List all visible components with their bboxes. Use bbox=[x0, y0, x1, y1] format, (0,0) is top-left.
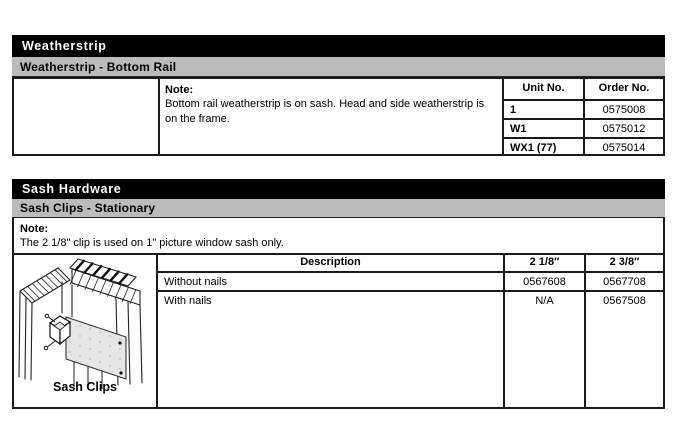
size-2-1-8-value: N/A bbox=[535, 295, 554, 307]
sash-clips-table bbox=[12, 253, 665, 409]
order-no-value: 0575008 bbox=[602, 104, 646, 116]
section-title: Sash Hardware bbox=[22, 182, 122, 196]
description-value: With nails bbox=[164, 295, 212, 307]
sash-hardware-note-block bbox=[12, 218, 665, 253]
illustration-caption: Sash Clips bbox=[53, 379, 117, 394]
description-header: Description bbox=[300, 256, 361, 269]
size-2-3-8-value: 0567708 bbox=[603, 276, 646, 288]
size-2-1-8-header: 2 1/8″ bbox=[529, 256, 560, 269]
unit-no-value: W1 bbox=[510, 123, 527, 135]
note-label: Note: bbox=[165, 84, 194, 96]
note-body: The 2 1/8" clip is used on 1" picture window sash only. bbox=[20, 237, 284, 250]
section-title: Weatherstrip bbox=[22, 39, 107, 53]
weatherstrip-table bbox=[12, 77, 665, 156]
size-2-3-8-value: 0567508 bbox=[603, 295, 646, 307]
weatherstrip-note-cell bbox=[165, 83, 495, 126]
unit-no-value: WX1 (77) bbox=[510, 142, 557, 154]
weatherstrip-image-cell bbox=[14, 79, 158, 154]
sash-clips-illustration-cell bbox=[14, 255, 156, 407]
note-body: Bottom rail weatherstrip is on sash. Head and side weatherstrip is on the frame. bbox=[165, 98, 485, 125]
subsection-header-sash-clips-stationary bbox=[12, 199, 665, 218]
subsection-title: Sash Clips - Stationary bbox=[20, 201, 156, 215]
note-label: Note: bbox=[20, 223, 49, 235]
order-no-value: 0575014 bbox=[602, 142, 646, 154]
section-header-weatherstrip bbox=[12, 35, 665, 57]
subsection-title: Weatherstrip - Bottom Rail bbox=[20, 59, 177, 74]
order-no-value: 0575012 bbox=[602, 123, 646, 135]
subsection-header-weatherstrip-bottom-rail bbox=[12, 57, 665, 77]
unit-no-header: Unit No. bbox=[522, 82, 565, 95]
unit-no-value: 1 bbox=[510, 104, 517, 116]
section-header-sash-hardware bbox=[12, 179, 665, 199]
size-2-1-8-value: 0567608 bbox=[523, 276, 566, 288]
order-no-header: Order No. bbox=[598, 82, 650, 95]
size-2-3-8-header: 2 3/8″ bbox=[609, 256, 640, 269]
description-value: Without nails bbox=[164, 276, 227, 288]
sash-clip-illustration bbox=[14, 255, 156, 390]
